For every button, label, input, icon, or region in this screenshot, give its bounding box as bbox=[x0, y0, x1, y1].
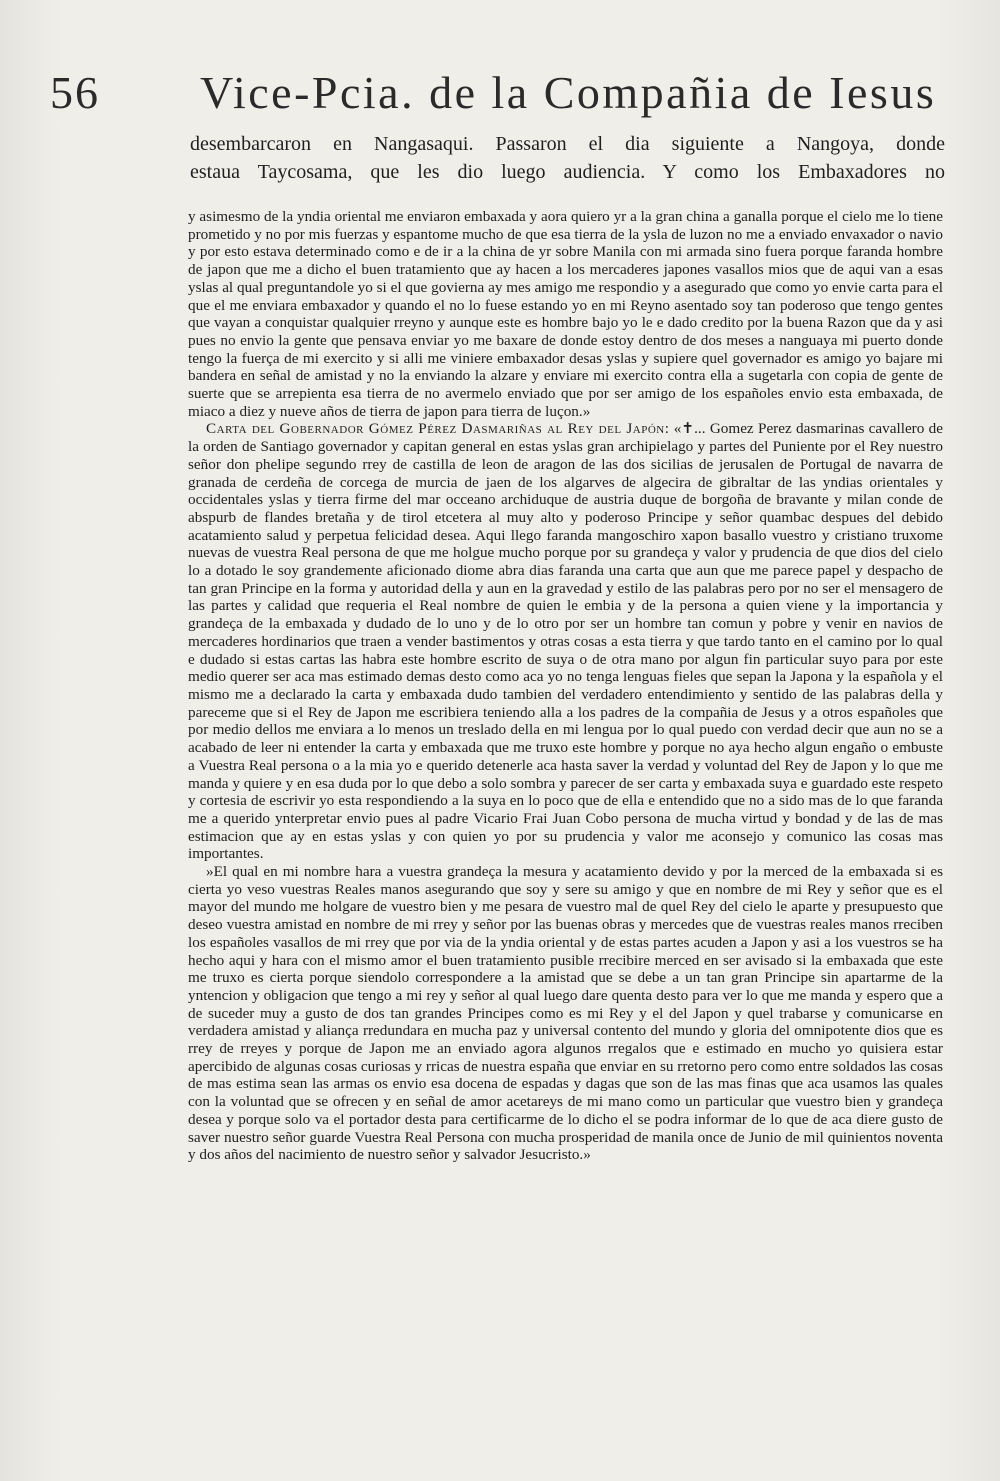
carta-heading: Carta del Gobernador Gómez Pérez Dasmariñas al Rey del Japón: bbox=[206, 420, 670, 438]
intro-line: desembarcaron en Nangasaqui. Passaron el dia siguiente a Nangoya, donde bbox=[190, 133, 945, 155]
intro-line: estaua Taycosama, que les dio luego audiencia. Y como los Embaxadores no bbox=[190, 161, 945, 183]
running-title: Vice-Pcia. de la Compañia de Iesus bbox=[200, 67, 937, 118]
intro-paragraph bbox=[190, 130, 945, 186]
page-number: 56 bbox=[50, 67, 100, 118]
letter-body bbox=[188, 208, 943, 1164]
carta-paragraph bbox=[188, 420, 943, 863]
letter-paragraph: »El qual en mi nombre hara a vuestra grandeça la mesura y acatamiento devido y por la merced de la embaxada si es cierta yo veso vuestras Reales manos asegurando que soy y sere su amigo y que en nombre de mi Rey y señor que es el mayor del mundo me holgare de vuestro bien y me pesara de vuestro mal de quel Rey del cielo le aparte y presupuesto que deseo vuestra amistad en nombre de mi rrey y señor por las buenas obras y mercedes que de vuestras reales manos rreciben los españoles vasallos de mi rrey que por via de la yndia oriental y de estas partes acuden a Japon y asi a los vuestros se ha hecho aqui y hara con el mismo amor el buen tratamiento pusible rrecibire merced en ser avisado si la embaxada que este me truxo es cierta porque siendolo correspondere a la amistad que se debe a un tan gran Principe sin apartarme de la yntencion y obligacion que tengo a mi rey y señor al qual luego dare quenta desto para ver lo que me manda y espero que a de suceder muy a gusto de dos tan grandes Principes como es mi Rey y el del Japon y quel trabarse y comunicarse en verdadera amistad y aliança rredundara en mucha paz y universal contento del mundo y gloria del omnipotente dios que es rrey de rreyes y porque de Japon me an enviado agora algunos rregalos que e estimado en mucho yo quisiera estar apercibido de algunas cosas curiosas y rricas de nuestra españa que enviar en su rretorno pero como entre soldados las cosas de mas estima sean las armas os envio esa docena de espadas y dagas que son de las mas finas que aca usamos las quales con la voluntad que se ofrecen y en señal de amor acetareys de mi mano como un particular que vuestro bien y grandeça desea y porque solo va el portador desta para certificarme de lo dicho el se podra informar de lo que de aca diere gusto de saver nuestro señor guarde Vuestra Real Persona con mucha prosperidad de manila once de Junio de mil quinientos noventa y dos años del nacimiento de nuestro señor y salvador Jesucristo.» bbox=[188, 863, 943, 1164]
letter-paragraph: y asimesmo de la yndia oriental me enviaron embaxada y aora quiero yr a la gran china a ganalla porque el cielo me lo tiene prometido y no por mis fuerzas y espantome mucho de que esa tierra de la ysla de luzon no me a enviado envaxador o navio y por esto estava determinado como e de ir a la china de yr sobre Manila con mi armada sino fuera porque faranda hombre de japon que me a dicho el buen tratamiento que ay hacen a los mercaderes japones vasallos mios que de aqui van a esas yslas al qual preguntandole yo si el que govierna ay mes amigo me respondio y a asegurado que como yo envie carta para el que el me enviara embaxador y quando el no lo fuese estando yo en mi Reyno asentado soy tan poderoso que tengo gentes que vayan a conquistar qualquier rreyno y aunque este es hombre bajo yo le e dado credito por la buena Razon que da y asi pues no envio la gente que pensava enviar yo me baxare de donde estoy dentro de dos meses a nanguaya mi puerto donde tengo la fuerça de mi exercito y si alli me viniere embaxador desas yslas y supiere quel governador es amigo yo bajare mi bandera en señal de amistad y no la enviando la alzare y enviare mi exercito contra ella a sugetarla con copia de gente de suerte que se arrepienta esa tierra de no avermelo enviado que por ser amigo de los españoles envio esta embaxada, de miaco a diez y nueve años de tierra de japon para tierra de luçon.» bbox=[188, 208, 943, 420]
carta-text: «✝... Gomez Perez dasmarinas cavallero de la orden de Santiago governador y capitan general en estas yslas gran archipielago y partes del Puniente por el Rey nuestro señor don phelipe segundo rrey de castilla de leon de aragon de las dos sicilias de jerusalen de Portugal de navarra de granada de cerdeña de corcega de murcia de jaen de los algarves de algecira de gibraltar de las yndias orientales y occidentales yslas y tierra firme del mar occeano archiduque de austria duque de borgoña de bravante y milan conde de abspurb de flandes bretaña y de tirol etcetera al muy alto y poderoso Principe y señor quambac despues del debido acatamiento salud y perpetua felicidad desea. Aqui llego faranda mangoschiro xapon basallo vuestro y cristiano truxome nuevas de vuestra Real persona de que me holgue mucho porque por su grandeça y valor y prudencia de que dios del cielo lo a dotado le soy grandemente aficionado diome abra dias faranda una carta que aun que me parece papel y despacho de tan gran Principe en la forma y autoridad della y aun en la gravedad y estilo de las palabras pero por no ser el mensagero de las partes y calidad que requeria el Real nombre de quien le embia y de la persona a quien viene y la importancia y grandeça de la embaxada y dudado de lo uno y de lo otro por ser un hombre tan comun y pobre y venir en navios de mercaderes hordinarios que traen a vender bastimentos y otras cosas a esta tierra y que tardo tanto en el camino por lo qual e dudado si estas cartas las habra este hombre escrito de suya o de otra mano por algun fin particular suyo para por este medio querer ser aca mas estimado demas desto como aca yo no tenga lenguas fieles que sepan la Japona y la española y el mismo me a declarado la carta y embaxada dudo tambien del verdadero entendimiento y sentido de las palabras della y pareceme que si el Rey de Japon me escribiera teniendo alla a los padres de la compañia de Jesus y a otros españoles que por medio dellos me enviara a lo menos un treslado della en mi lengua por lo qual puedo con verdad decir que aun no se a acabado de leer ni entender la carta y embaxada que me truxo este hombre y porque no aya hecho algun engaño o embuste a Vuestra Real persona o a la mia yo e querido detenerle aca hasta saver la verdad y voluntad del Rey de Japon y lo que me manda y quiere y en esa duda por lo que debo a solo sombra y parecer de ser carta y embaxada suya e guardado este respeto y cortesia de escrivir yo esta respondiendo a la suya en lo poco que de ella e entendido que no a sido mas de lo que faranda me a querido ynterpretar envio pues al padre Vicario Frai Juan Cobo persona de mucha virtud y bondad y de las de mas estimacion que ay en estas yslas y con quien yo por su prudencia y valor me aconsejo y comunico las cosas mas importantes. bbox=[188, 420, 943, 863]
